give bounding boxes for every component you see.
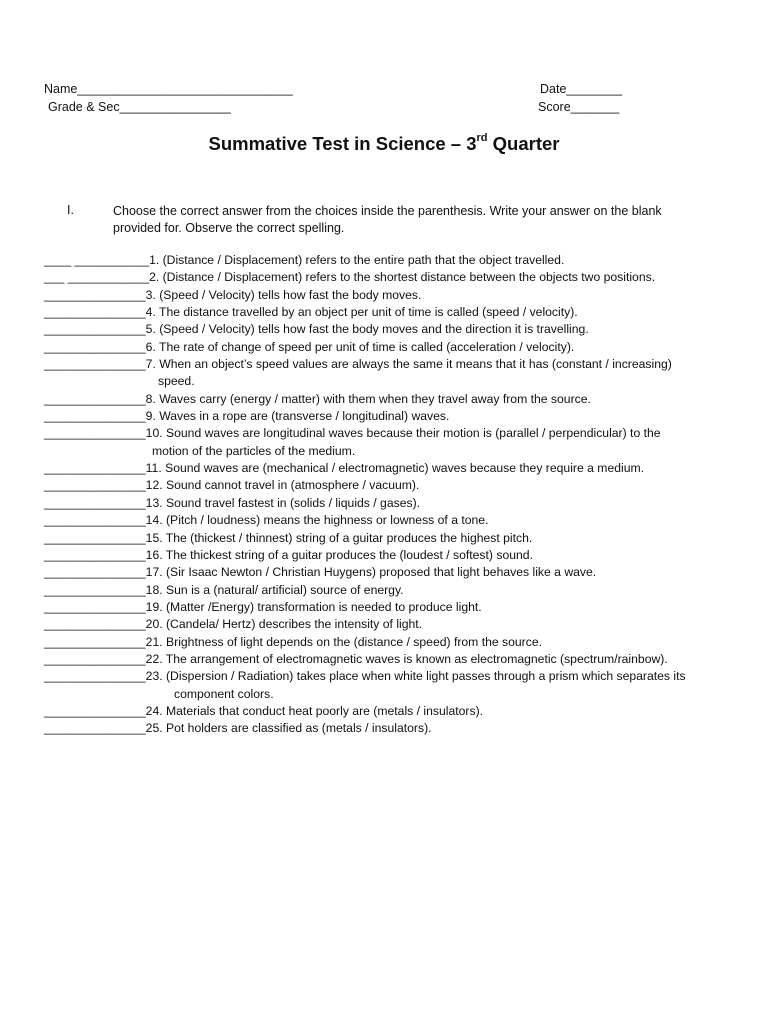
answer-blank[interactable]: _______________ <box>44 651 146 666</box>
answer-blank[interactable]: _______________ <box>44 391 146 406</box>
question-text: 22. The arrangement of electromagnetic waves is known as electromagnetic (spectrum/rainbow). <box>145 651 668 666</box>
answer-blank[interactable]: _______________ <box>44 409 146 424</box>
answer-blank[interactable]: _______________ <box>44 565 146 580</box>
answer-blank[interactable]: _______________ <box>44 495 146 510</box>
question-text: 10. Sound waves are longitudinal waves because their motion is (parallel / perpendicular) to the <box>145 426 661 441</box>
answer-blank[interactable]: _______________ <box>44 478 146 493</box>
question-item <box>44 356 744 373</box>
question-item <box>44 582 744 599</box>
question-text-continuation: motion of the particles of the medium. <box>152 443 356 458</box>
answer-blank[interactable]: _______________ <box>44 721 146 736</box>
answer-blank[interactable]: _______________ <box>44 305 146 320</box>
answer-blank[interactable]: _______________ <box>44 669 146 684</box>
question-item <box>44 599 744 616</box>
question-text: 7. When an object’s speed values are always the same it means that it has (constant / increasing) <box>145 357 672 372</box>
question-text: 6. The rate of change of speed per unit of time is called (acceleration / velocity). <box>145 339 575 354</box>
date-field-label: Date________ <box>540 82 623 96</box>
answer-blank[interactable]: ___ ____________ <box>44 270 150 285</box>
name-field-label: Name_______________________________ <box>44 82 293 96</box>
answer-blank[interactable]: _______________ <box>44 547 146 562</box>
page-title <box>0 133 768 155</box>
section-number: I. <box>67 203 74 217</box>
question-text: 13. Sound travel fastest in (solids / liquids / gases). <box>145 495 421 510</box>
answer-blank[interactable]: _______________ <box>44 426 146 441</box>
answer-blank[interactable]: _______________ <box>44 357 146 372</box>
grade-section-field-label: Grade & Sec________________ <box>48 100 231 114</box>
question-text: 24. Materials that conduct heat poorly are (metals / insulators). <box>145 703 484 718</box>
question-text: 3. (Speed / Velocity) tells how fast the body moves. <box>145 287 422 302</box>
question-item <box>44 287 744 304</box>
question-item <box>44 460 744 477</box>
title-suffix: Quarter <box>487 133 560 154</box>
answer-blank[interactable]: _______________ <box>44 322 146 337</box>
question-item <box>44 321 744 338</box>
question-item <box>44 425 744 442</box>
section-instructions: Choose the correct answer from the choices inside the parenthesis. Write your answer on the blank provided for. Observe the correct spelling. <box>113 204 662 235</box>
question-item <box>44 512 744 529</box>
question-text: 25. Pot holders are classified as (metals / insulators). <box>145 721 432 736</box>
question-item <box>44 651 744 668</box>
question-item <box>44 269 744 286</box>
answer-blank[interactable]: _______________ <box>44 582 146 597</box>
question-item <box>44 668 744 685</box>
answer-blank[interactable]: _______________ <box>44 339 146 354</box>
question-item <box>44 477 744 494</box>
question-text: 8. Waves carry (energy / matter) with them when they travel away from the source. <box>145 391 591 406</box>
answer-blank[interactable]: ____ ___________ <box>44 253 150 267</box>
question-item <box>44 720 744 737</box>
title-main: Summative Test in Science – 3 <box>208 133 477 154</box>
question-text: 1. (Distance / Displacement) refers to the entire path that the object travelled. <box>149 253 565 267</box>
question-item <box>44 703 744 720</box>
answer-blank[interactable]: _______________ <box>44 599 146 614</box>
question-item <box>44 634 744 651</box>
answer-blank[interactable]: _______________ <box>44 530 146 545</box>
question-text: 5. (Speed / Velocity) tells how fast the body moves and the direction it is travelling. <box>145 322 589 337</box>
answer-blank[interactable]: _______________ <box>44 287 146 302</box>
question-text: 14. (Pitch / loudness) means the highness or lowness of a tone. <box>145 513 489 528</box>
question-text: 17. (Sir Isaac Newton / Christian Huygens) proposed that light behaves like a wave. <box>145 565 597 580</box>
question-text: 9. Waves in a rope are (transverse / longitudinal) waves. <box>145 409 450 424</box>
question-item <box>44 564 744 581</box>
answer-blank[interactable]: _______________ <box>44 703 146 718</box>
question-item <box>44 495 744 512</box>
question-text: 11. Sound waves are (mechanical / electromagnetic) waves because they require a medium. <box>145 461 645 476</box>
question-text: 18. Sun is a (natural/ artificial) source of energy. <box>145 582 404 597</box>
answer-blank[interactable]: _______________ <box>44 461 146 476</box>
question-list <box>44 252 744 738</box>
question-item <box>44 252 744 269</box>
question-item <box>44 408 744 425</box>
question-item <box>44 530 744 547</box>
answer-blank[interactable]: _______________ <box>44 617 146 632</box>
question-text-continuation: speed. <box>158 374 195 389</box>
question-text: 20. (Candela/ Hertz) describes the intensity of light. <box>145 617 423 632</box>
question-text: 16. The thickest string of a guitar produces the (loudest / softest) sound. <box>145 547 533 562</box>
question-item <box>44 391 744 408</box>
question-item <box>44 547 744 564</box>
question-item <box>44 304 744 321</box>
question-text: 15. The (thickest / thinnest) string of a guitar produces the highest pitch. <box>145 530 533 545</box>
answer-blank[interactable]: _______________ <box>44 634 146 649</box>
score-field-label: Score_______ <box>538 100 620 114</box>
question-text: 12. Sound cannot travel in (atmosphere / vacuum). <box>145 478 420 493</box>
question-text-continuation: component colors. <box>174 686 274 701</box>
question-text: 19. (Matter /Energy) transformation is needed to produce light. <box>145 599 482 614</box>
question-text: 4. The distance travelled by an object per unit of time is called (speed / velocity). <box>145 305 578 320</box>
question-text: 23. (Dispersion / Radiation) takes place when white light passes through a prism which separates its <box>145 669 686 684</box>
question-text: 2. (Distance / Displacement) refers to the shortest distance between the objects two positions. <box>149 270 656 285</box>
question-item <box>44 339 744 356</box>
answer-blank[interactable]: _______________ <box>44 513 146 528</box>
question-text: 21. Brightness of light depends on the (distance / speed) from the source. <box>145 634 542 649</box>
title-superscript: rd <box>476 131 488 144</box>
question-item <box>44 616 744 633</box>
